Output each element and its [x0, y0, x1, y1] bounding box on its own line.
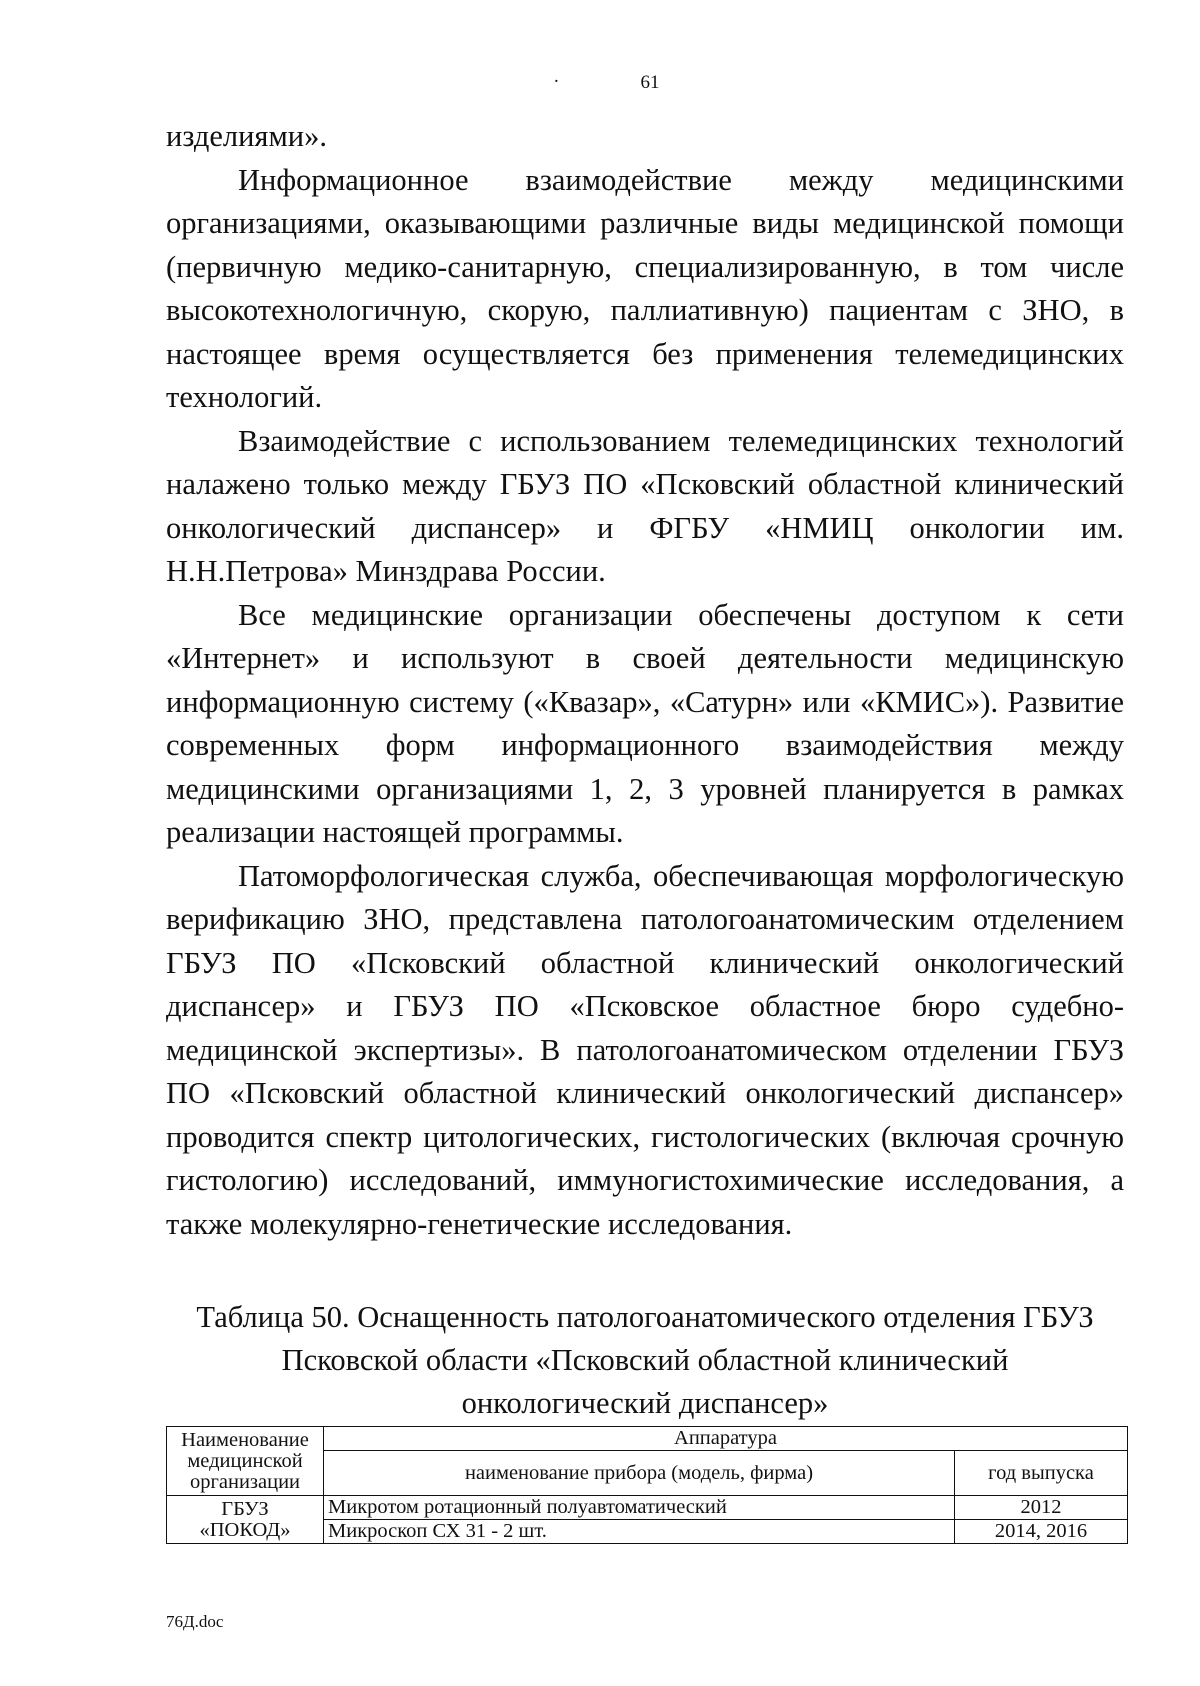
table-caption-line: Псковской области «Псковский областной клинический	[281, 1343, 1009, 1377]
header-device-name: наименование прибора (модель, фирма)	[324, 1451, 955, 1496]
paragraph-continuation: изделиями».	[166, 119, 327, 153]
header-equipment-group: Аппаратура	[324, 1427, 1128, 1451]
paragraph-internet-access: Все медицинские организации обеспечены доступом к сети «Интернет» и используют в своей деятельности медицинскую информационную систему («Квазар», «Сатурн» или «КМИС»). Развитие современных форм информационного взаимодействия между медицинскими организациями 1, 2, 3 уровней планируется в рамках реализации настоящей программы.	[166, 597, 1124, 849]
header-organization: Наименование медицинской организации	[167, 1427, 324, 1496]
cell-device: Микроскоп СХ 31 - 2 шт.	[324, 1520, 955, 1544]
table-caption-line: онкологический диспансер»	[461, 1386, 829, 1420]
table-caption-line: Таблица 50. Оснащенность патологоанатомического отделения ГБУЗ	[196, 1300, 1094, 1334]
table-header-row	[167, 1427, 1128, 1451]
table-caption	[166, 1296, 1124, 1425]
page-number: 61	[640, 72, 660, 93]
equipment-table	[166, 1426, 1128, 1544]
cell-device: Микротом ротационный полуавтоматический	[324, 1496, 955, 1520]
paragraph-telemedicine: Взаимодействие с использованием телемедицинских технологий налажено только между ГБУЗ ПО «Псковский областной клинический онкологический диспансер» и ФГБУ «НМИЦ онкологии им. Н.Н.Петрова» Минздрава России.	[166, 423, 1124, 588]
cell-organization: ГБУЗ «ПОКОД»	[167, 1496, 324, 1544]
paragraph-information-interaction: Информационное взаимодействие между медицинскими организациями, оказывающими различные виды медицинской помощи (первичную медико-санитарную, специализированную, в том числе высокотехнологичную, скорую, паллиативную) пациентам с ЗНО, в настоящее время осуществляется без применения телемедицинских технологий.	[166, 162, 1124, 414]
header-release-year: год выпуска	[955, 1451, 1128, 1496]
cell-year: 2012	[955, 1496, 1128, 1520]
table-row	[167, 1496, 1128, 1520]
body-text	[166, 115, 1124, 1246]
footer-filename: 76Д.doc	[166, 1612, 224, 1631]
paragraph-pathomorphology: Патоморфологическая служба, обеспечивающая морфологическую верификацию ЗНО, представлена патологоанатомическим отделением ГБУЗ ПО «Псковский областной клинический онкологический диспансер» и ГБУЗ ПО «Псковское областное бюро судебно-медицинской экспертизы». В патологоанатомическом отделении ГБУЗ ПО «Псковский областной клинический онкологический диспансер» проводится спектр цитологических, гистологических (включая срочную гистологию) исследований, иммуногистохимические исследования, а также молекулярно-генетические исследования.	[166, 858, 1124, 1241]
page-dot-mark: .	[554, 66, 559, 87]
cell-year: 2014, 2016	[955, 1520, 1128, 1544]
